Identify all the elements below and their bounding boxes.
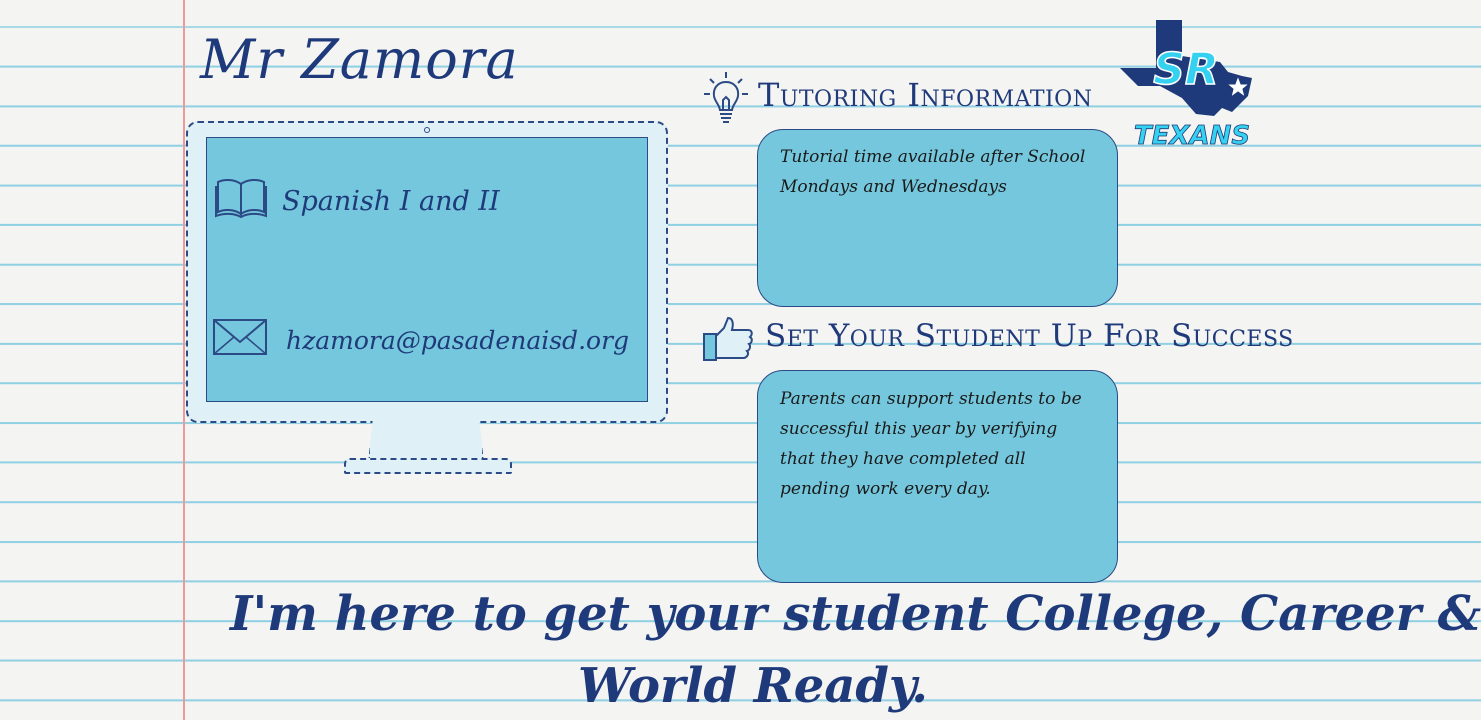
texas-star-logo [1116,16,1264,152]
tutoring-body: Tutorial time available after School Mondays and Wednesdays [780,147,1086,197]
success-card [757,370,1118,583]
monitor-neck [368,421,484,463]
footer-line-2: World Ready. [578,658,928,714]
monitor-base [344,458,512,474]
envelope-icon [212,316,270,358]
monitor-camera [424,127,430,133]
tutoring-card [757,129,1118,307]
book-icon [214,176,268,220]
thumbs-up-icon [702,316,754,362]
success-body: Parents can support students to be successful this year by verifying that they have completed all pending work every day. [780,389,1082,499]
logo-letters: SR [1153,44,1219,95]
monitor-screen [206,137,648,402]
lightbulb-icon [702,70,750,128]
subject-text: Spanish I and II [282,186,500,217]
email-text: hzamora@pasadenaisd.org [286,326,630,355]
teacher-name: Mr Zamora [200,28,519,91]
logo-word: TEXANS [1133,121,1251,151]
success-title: Set Your Student Up For Success [765,318,1294,354]
footer-line-1: I'm here to get your student College, Career & [230,586,1481,642]
notebook-margin-line [183,0,185,720]
tutoring-title: Tutoring Information [758,76,1093,114]
